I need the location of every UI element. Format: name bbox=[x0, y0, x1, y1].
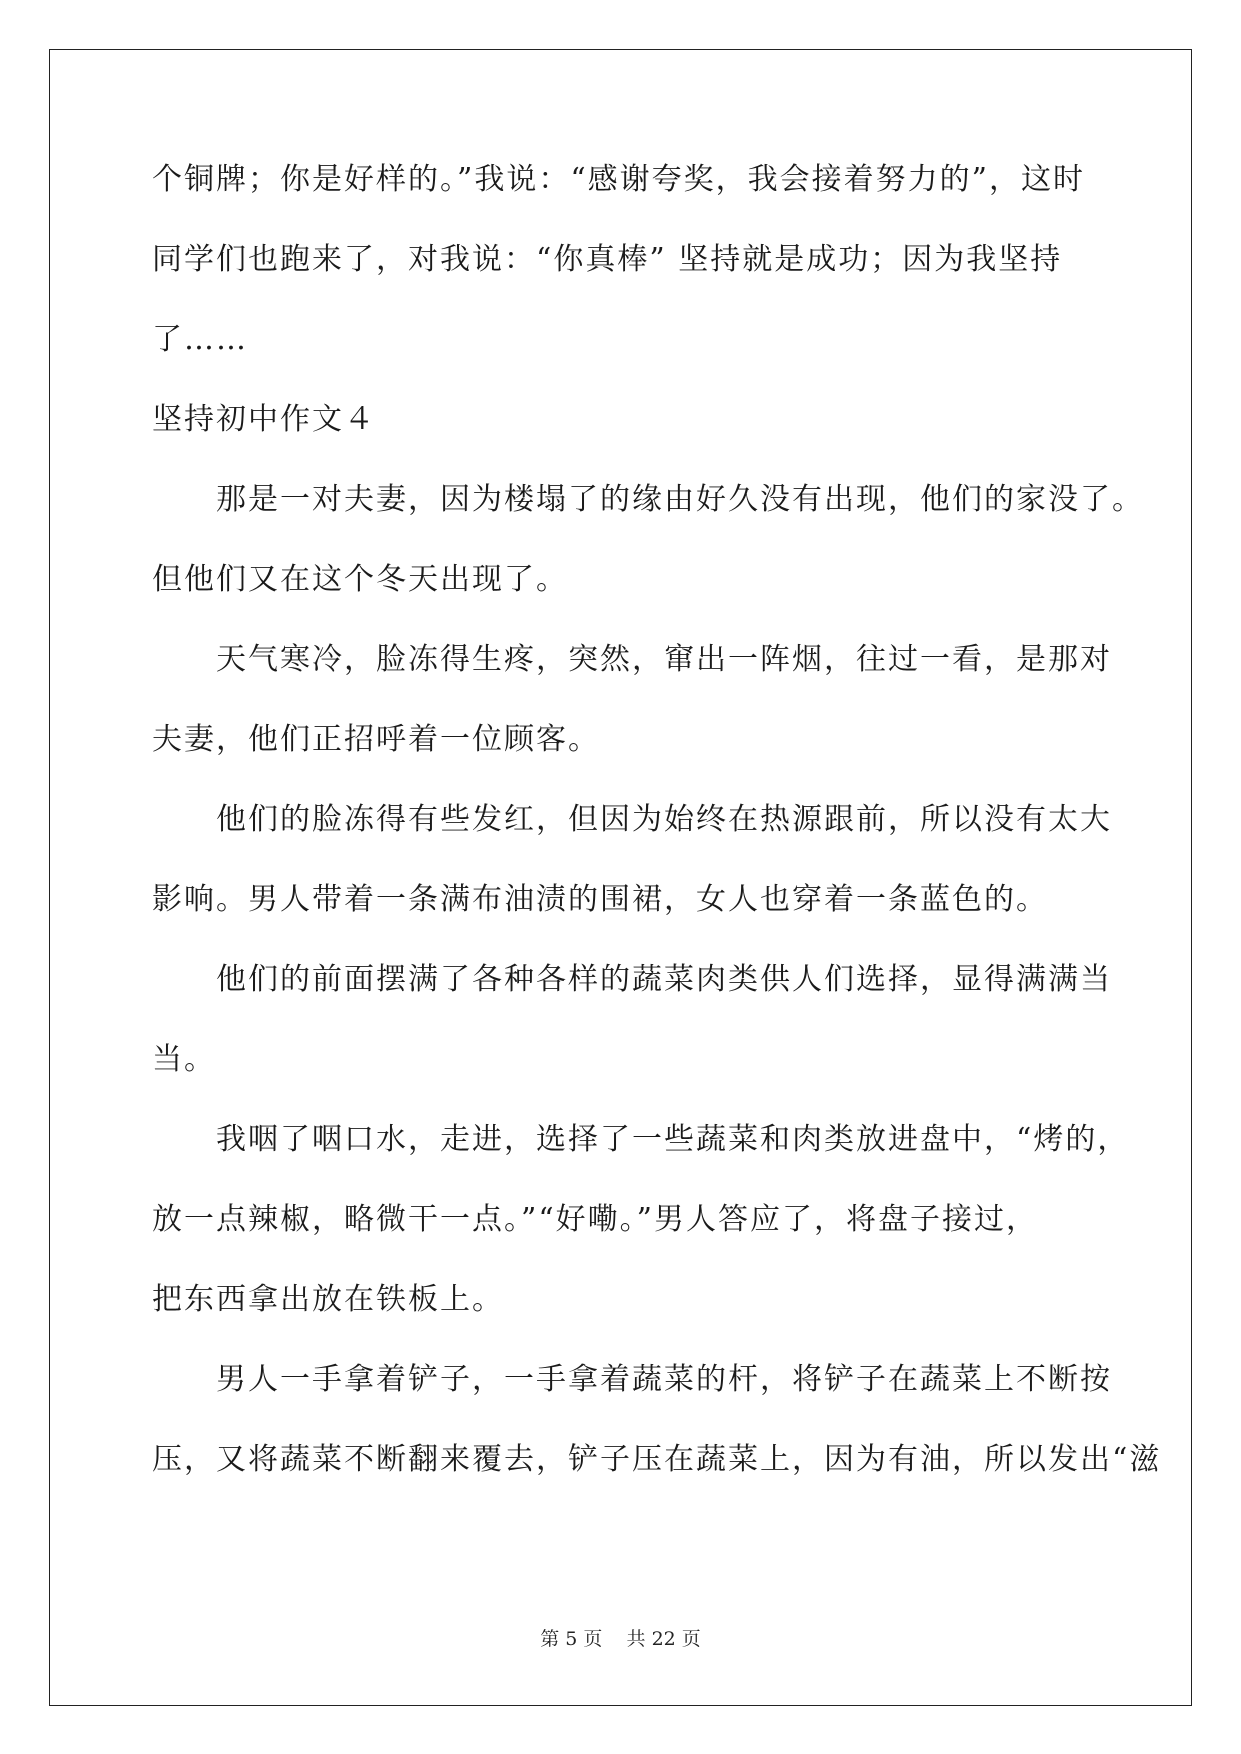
page-number: 第 5 页 bbox=[540, 1628, 603, 1650]
page-footer bbox=[0, 1624, 1241, 1651]
text-line: 个铜牌；你是好样的。”我说：“感谢夸奖，我会接着努力的”，这时 bbox=[152, 162, 1086, 197]
text-line: 了…… bbox=[152, 322, 248, 357]
paragraph-start: 我咽了咽口水，走进，选择了一些蔬菜和肉类放进盘中，“烤的， bbox=[216, 1122, 1130, 1157]
text-line: 把东西拿出放在铁板上。 bbox=[152, 1282, 504, 1317]
paragraph-start: 他们的前面摆满了各种各样的蔬菜肉类供人们选择，显得满满当 bbox=[216, 962, 1112, 997]
section-heading: 坚持初中作文４ bbox=[152, 402, 376, 437]
paragraph-start: 他们的脸冻得有些发红，但因为始终在热源跟前，所以没有太大 bbox=[216, 802, 1112, 837]
page-total: 共 22 页 bbox=[626, 1628, 701, 1650]
paragraph-start: 男人一手拿着铲子，一手拿着蔬菜的杆，将铲子在蔬菜上不断按 bbox=[216, 1362, 1112, 1397]
paragraph-start: 那是一对夫妻，因为楼塌了的缘由好久没有出现，他们的家没了。 bbox=[216, 482, 1144, 517]
text-line: 但他们又在这个冬天出现了。 bbox=[152, 562, 568, 597]
document-body bbox=[152, 160, 1162, 1520]
text-line: 影响。男人带着一条满布油渍的围裙，女人也穿着一条蓝色的。 bbox=[152, 882, 1048, 917]
paragraph-start: 天气寒冷，脸冻得生疼，突然，窜出一阵烟，往过一看，是那对 bbox=[216, 642, 1112, 677]
text-line: 当。 bbox=[152, 1042, 216, 1077]
text-line: 压，又将蔬菜不断翻来覆去，铲子压在蔬菜上，因为有油，所以发出“滋 bbox=[152, 1442, 1162, 1477]
text-line: 同学们也跑来了，对我说：“你真棒” 坚持就是成功；因为我坚持 bbox=[152, 242, 1063, 277]
text-line: 放一点辣椒，略微干一点。”“好嘞。”男人答应了，将盘子接过， bbox=[152, 1202, 1039, 1237]
text-line: 夫妻，他们正招呼着一位顾客。 bbox=[152, 722, 600, 757]
